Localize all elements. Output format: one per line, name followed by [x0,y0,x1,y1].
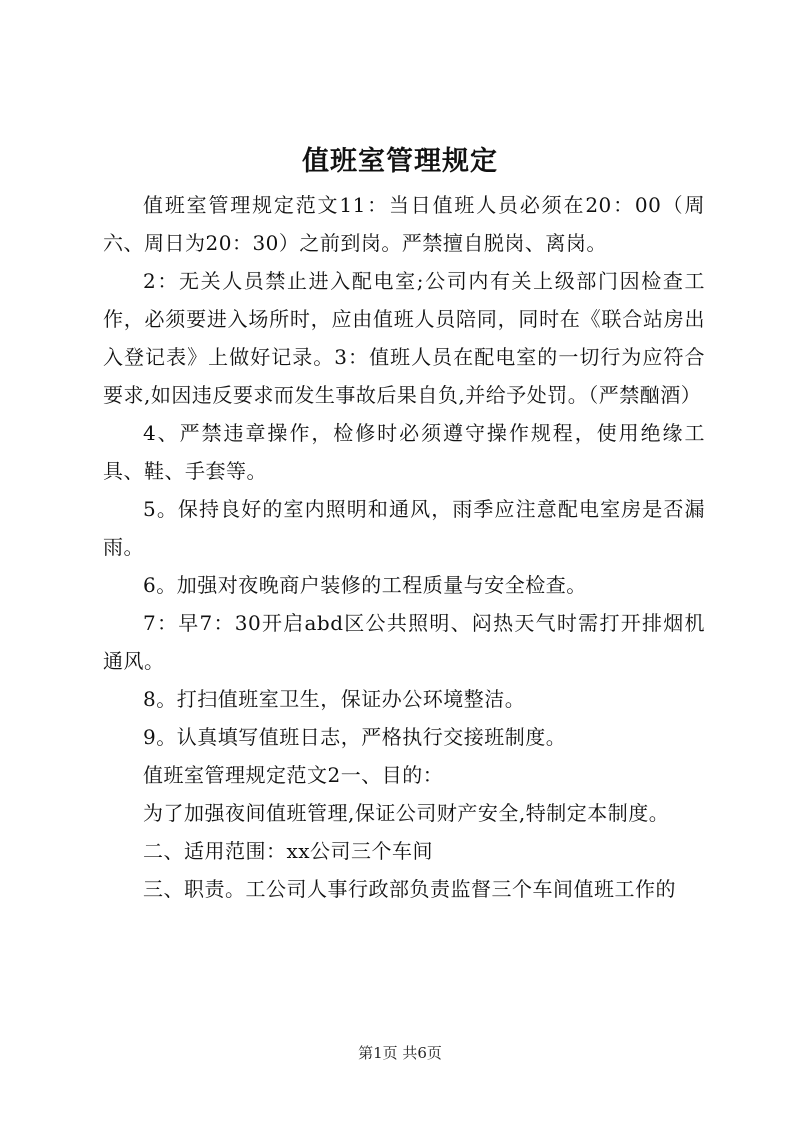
paragraph: 5。保持良好的室内照明和通风，雨季应注意配电室房是否漏雨。 [103,497,705,559]
page-number-footer: 第1页 共6页 [358,1044,442,1062]
paragraph: 二、适用范围：xx公司三个车间 [143,839,434,863]
paragraph: 值班室管理规定范文11：当日值班人员必须在20：00（周六、周日为20：30）之前到岗。严禁擅自脱岗、离岗。 [103,193,705,255]
document-title: 值班室管理规定 [302,146,498,177]
paragraph: 9。认真填写值班日志，严格执行交接班制度。 [143,725,567,749]
paragraph: 7：早7：30开启abd区公共照明、闷热天气时需打开排烟机通风。 [103,611,705,673]
paragraph: 4、严禁违章操作，检修时必须遵守操作规程，使用绝缘工具、鞋、手套等。 [103,421,705,483]
paragraph: 值班室管理规定范文2一、目的： [143,763,444,787]
paragraph: 8。打扫值班室卫生，保证办公环境整洁。 [143,687,526,711]
document-body [103,186,705,908]
paragraph: 为了加强夜间值班管理,保证公司财产安全,特制定本制度。 [143,801,670,825]
paragraph: 2：无关人员禁止进入配电室;公司内有关上级部门因检查工作，必须要进入场所时，应由值班人员陪同，同时在《联合站房出入登记表》上做好记录。3：值班人员在配电室的一切行为应符合要求,如因违反要求而发生事故后果自负,并给予处罚。（严禁酗酒） [103,269,705,407]
paragraph: 三、职责。工公司人事行政部负责监督三个车间值班工作的 [143,877,676,901]
paragraph: 6。加强对夜晚商户装修的工程质量与安全检查。 [143,573,587,597]
